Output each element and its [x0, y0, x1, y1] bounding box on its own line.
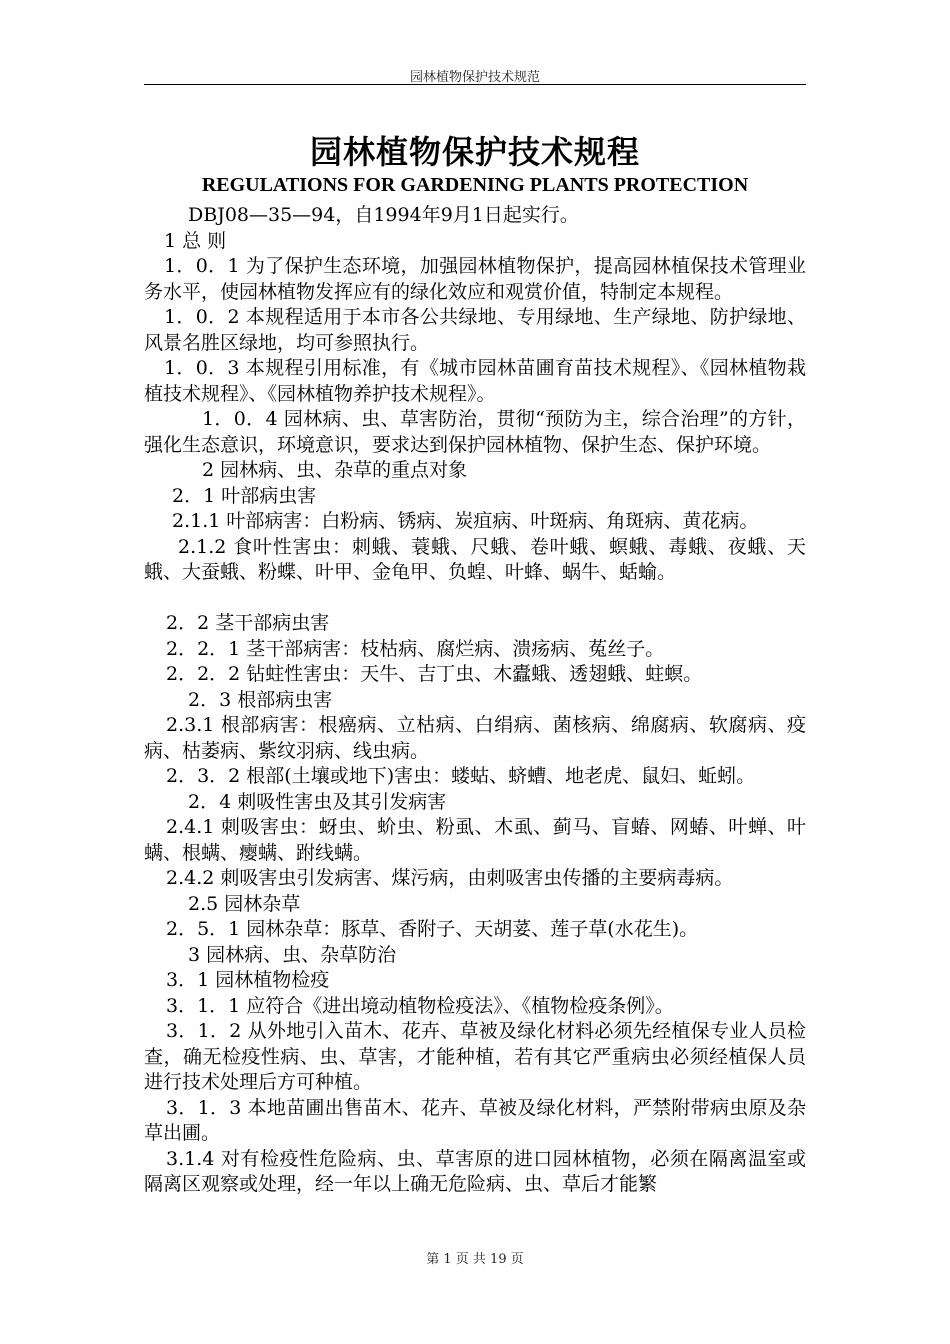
paragraph: 2.4.2 刺吸害虫引发病害、煤污病，由刺吸害虫传播的主要病毒病。: [166, 867, 734, 889]
paragraph: 2．5．1 园林杂草：豚草、香附子、天胡荽、莲子草(水花生)。: [166, 918, 699, 940]
header-rule: [144, 84, 806, 85]
document-title: 园林植物保护技术规程: [309, 133, 640, 171]
page-footer: 第 1 页 共 19 页: [426, 1252, 524, 1267]
subsection-heading: 2．2 茎干部病虫害: [166, 612, 330, 634]
paragraph: 2．3．2 根部(土壤或地下)害虫：蝼蛄、蛴螬、地老虎、鼠妇、蚯蚓。: [166, 765, 756, 787]
paragraph: 2.1.2 食叶性害虫：刺蛾、蓑蛾、尺蛾、卷叶蛾、螟蛾、毒蛾、夜蛾、天蛾、大蚕蛾、粉蝶、叶甲、金龟甲、负蝗、叶蜂、蜗牛、蛞蝓。: [144, 535, 806, 583]
paragraph: 2.1.1 叶部病害：白粉病、锈病、炭疽病、叶斑病、角斑病、黄花病。: [172, 510, 759, 532]
paragraph: 1．0．4 园林病、虫、草害防治，贯彻“预防为主，综合治理”的方针，强化生态意识，环境意识，要求达到保护园林植物、保护生态、保护环境。: [144, 408, 806, 456]
paragraph: 3．1．1 应符合《进出境动植物检疫法》、《植物检疫条例》。: [166, 994, 674, 1017]
subsection-heading: 2．4 刺吸性害虫及其引发病害: [188, 790, 447, 813]
paragraph: 3．1．2 从外地引入苗木、花卉、草被及绿化材料必须先经植保专业人员检查，确无检疫性病、虫、草害，才能种植，若有其它严重病虫必须经植保人员进行技术处理后方可种植。: [144, 1020, 806, 1093]
paragraph: 2.4.1 刺吸害虫：蚜虫、蚧虫、粉虱、木虱、蓟马、盲蝽、网蝽、叶蝉、叶螨、根螨、瘿螨、跗线螨。: [144, 816, 806, 864]
standard-number: DBJ08—35—94，自1994年9月1日起实行。: [188, 204, 579, 226]
subsection-heading: 2.5 园林杂草: [188, 892, 301, 915]
section-heading: 2 园林病、虫、杂草的重点对象: [202, 459, 468, 481]
blank-line: [144, 586, 806, 612]
subsection-heading: 2．3 根部病虫害: [188, 688, 333, 711]
subsection-heading: 3．1 园林植物检疫: [166, 969, 330, 991]
section-heading: 1 总 则: [164, 229, 227, 252]
running-header: 园林植物保护技术规范: [409, 70, 540, 85]
section-heading: 3 园林病、虫、杂草防治: [188, 943, 397, 966]
paragraph: 3．1．3 本地苗圃出售苗木、花卉、草被及绿化材料，严禁附带病虫原及杂草出圃。: [144, 1096, 806, 1144]
paragraph: 2．2．1 茎干部病害：枝枯病、腐烂病、溃疡病、菟丝子。: [166, 637, 665, 660]
document-body: [144, 203, 806, 1198]
paragraph: 3.1.4 对有检疫性危险病、虫、草害原的进口园林植物，必须在隔离温室或隔离区观察或处理，经一年以上确无危险病、虫、草后才能繁: [144, 1147, 806, 1195]
paragraph: 1．0．2 本规程适用于本市各公共绿地、专用绿地、生产绿地、防护绿地、风景名胜区绿地，均可参照执行。: [144, 306, 806, 354]
subsection-heading: 2．1 叶部病虫害: [172, 484, 317, 507]
paragraph: 1．0．3 本规程引用标准，有《城市园林苗圃育苗技术规程》、《园林植物栽植技术规程》、《园林植物养护技术规程》。: [144, 357, 806, 405]
document-subtitle: REGULATIONS FOR GARDENING PLANTS PROTECTION: [201, 174, 749, 196]
paragraph: 1．0．1 为了保护生态环境，加强园林植物保护，提高园林植保技术管理业务水平，使园林植物发挥应有的绿化效应和观赏价值，特制定本规程。: [144, 255, 806, 303]
paragraph: 2.3.1 根部病害：根癌病、立枯病、白绢病、菌核病、绵腐病、软腐病、疫病、枯萎病、紫纹羽病、线虫病。: [144, 714, 806, 762]
paragraph: 2．2．2 钻蛀性害虫：天牛、吉丁虫、木蠹蛾、透翅蛾、蛀螟。: [166, 663, 703, 685]
